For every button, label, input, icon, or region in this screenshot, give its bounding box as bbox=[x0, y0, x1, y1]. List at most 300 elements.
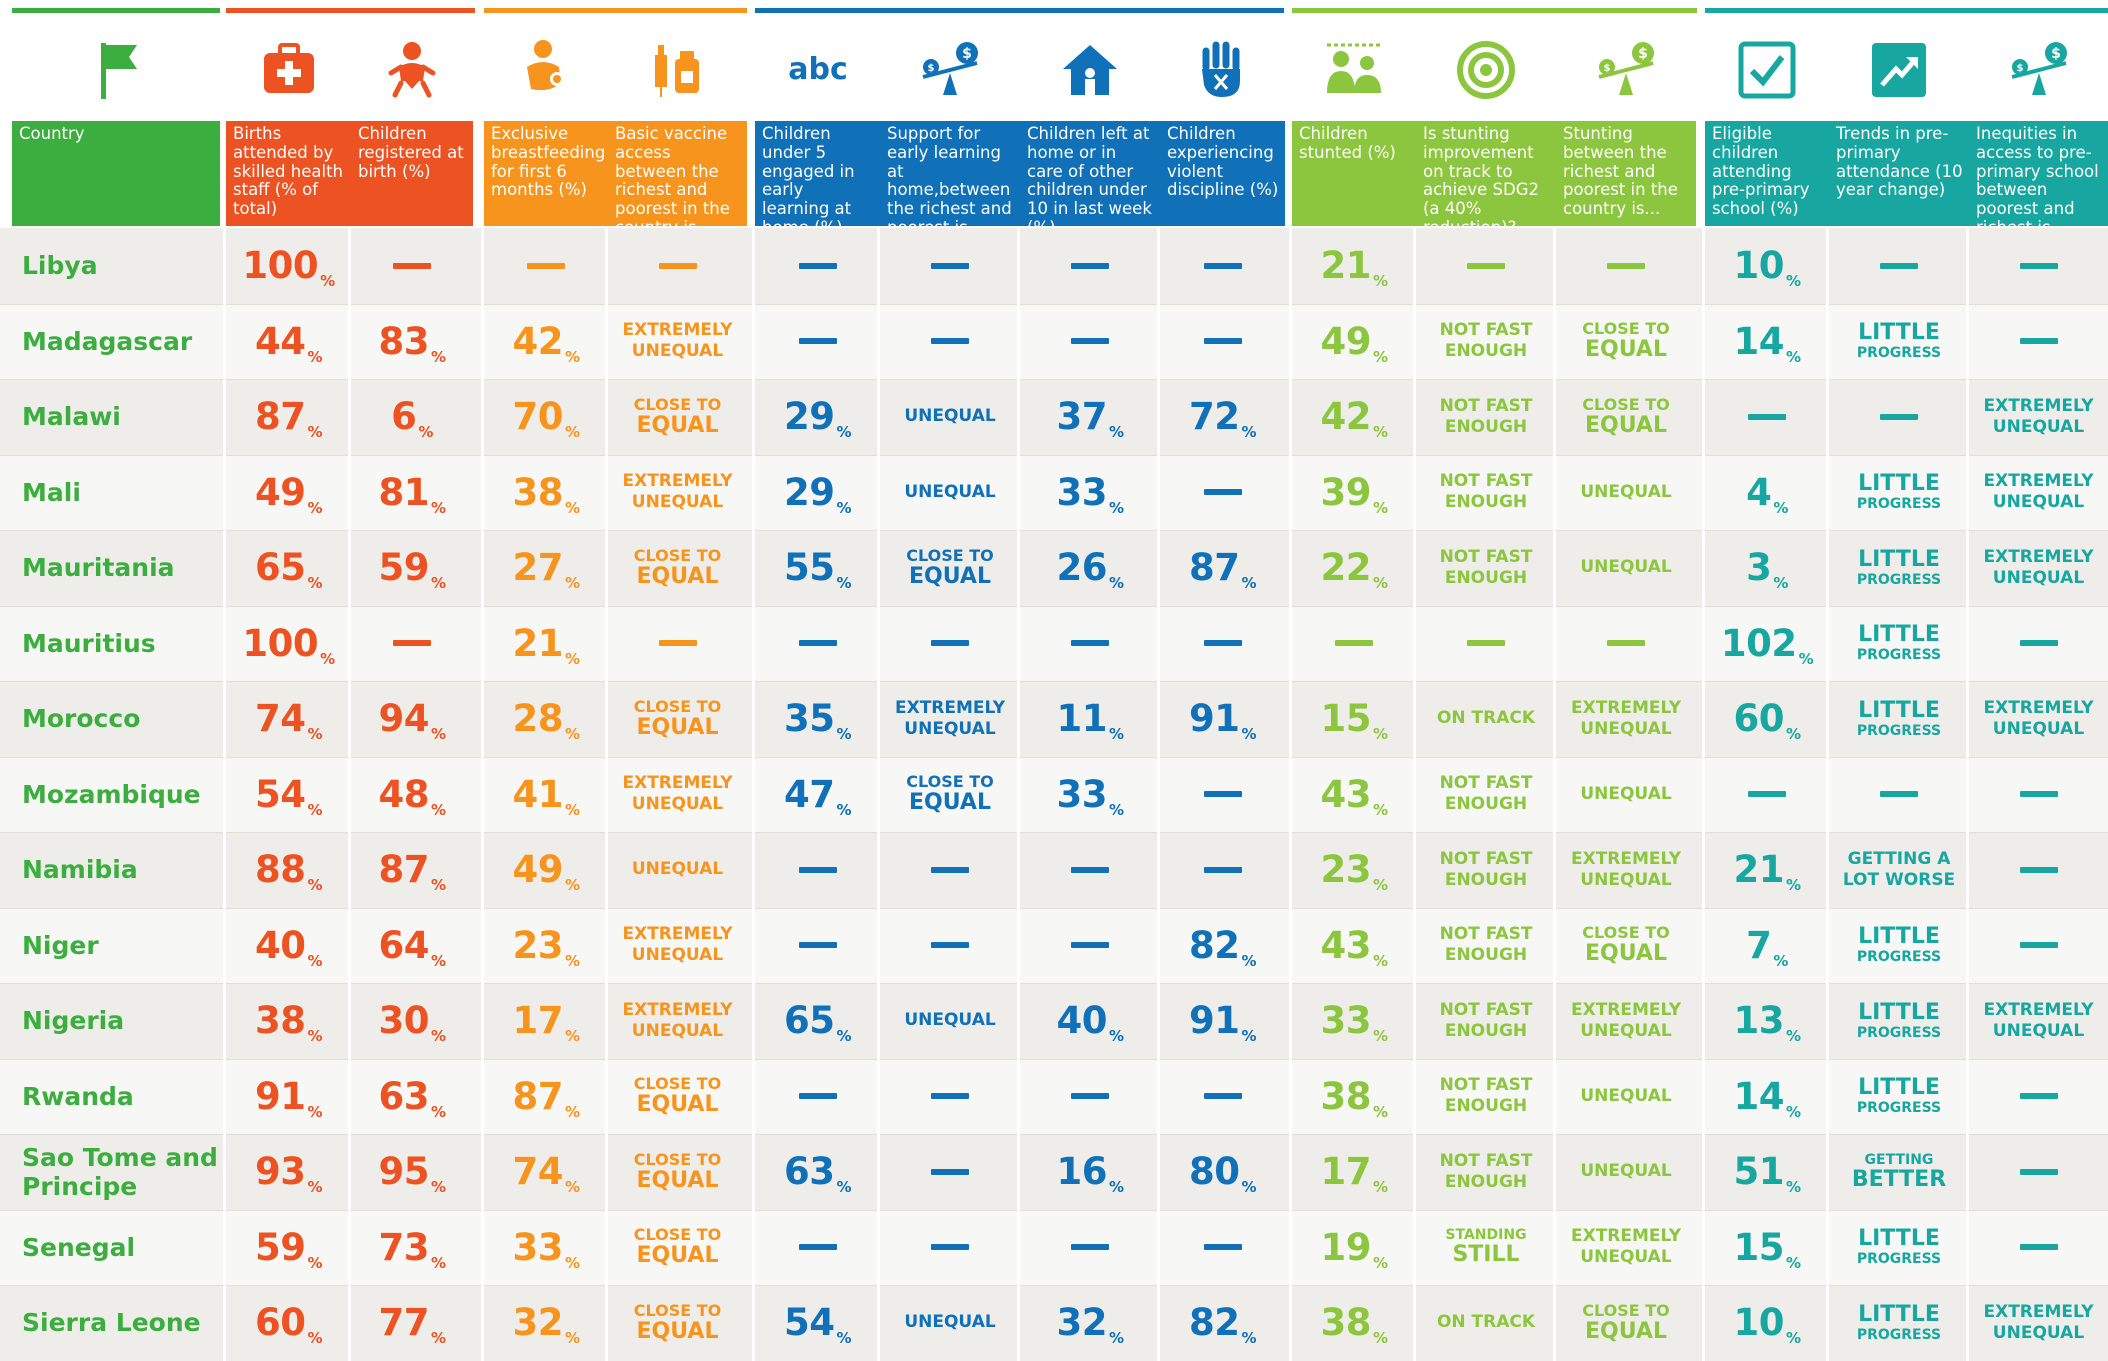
table-cell bbox=[484, 530, 608, 606]
cell-label: CLOSE TO EQUAL bbox=[1582, 319, 1670, 363]
no-data-dash bbox=[1071, 640, 1109, 646]
table-cell bbox=[1020, 606, 1160, 682]
checkbox-icon bbox=[1727, 30, 1807, 110]
cell-label: EXTREMELY UNEQUAL bbox=[1570, 1226, 1682, 1268]
table-cell bbox=[351, 455, 473, 531]
table-cell bbox=[484, 455, 608, 531]
cell-value bbox=[512, 1074, 580, 1121]
cell-value bbox=[378, 923, 446, 970]
percent-sign: % bbox=[564, 1253, 580, 1272]
no-data-dash bbox=[1467, 640, 1505, 646]
no-data-dash bbox=[1880, 791, 1918, 797]
table-cell bbox=[1829, 832, 1969, 908]
cell-value bbox=[242, 244, 335, 291]
percent-sign: % bbox=[1108, 423, 1124, 442]
cell-number: 27 bbox=[512, 546, 563, 590]
cell-number: 42 bbox=[1320, 395, 1371, 439]
table-cell bbox=[1829, 1059, 1969, 1135]
table-cell bbox=[484, 1285, 608, 1361]
cell-number: 38 bbox=[512, 470, 563, 514]
cell-number: 11 bbox=[1056, 697, 1107, 741]
percent-sign: % bbox=[564, 423, 580, 442]
table-cell bbox=[1705, 757, 1829, 833]
table-cell bbox=[1292, 606, 1416, 682]
no-data-dash bbox=[659, 640, 697, 646]
table-cell bbox=[608, 1059, 747, 1135]
cell-number: 91 bbox=[254, 1074, 306, 1118]
svg-text:$: $ bbox=[927, 63, 935, 74]
cell-number: 7 bbox=[1746, 923, 1772, 967]
breastfeeding-icon bbox=[506, 30, 586, 110]
table-cell bbox=[608, 228, 747, 304]
table-cell bbox=[1292, 1285, 1416, 1361]
cell-label: NOT FAST ENOUGH bbox=[1439, 1075, 1533, 1117]
no-data-dash bbox=[1204, 867, 1242, 873]
cell-value bbox=[512, 395, 580, 442]
cell-number: 44 bbox=[254, 319, 306, 363]
cell-label: NOT FAST ENOUGH bbox=[1439, 848, 1533, 890]
cell-value bbox=[378, 1301, 446, 1348]
table-cell bbox=[1829, 455, 1969, 531]
table-cell bbox=[1705, 1134, 1829, 1210]
cell-value bbox=[254, 999, 323, 1046]
percent-sign: % bbox=[1785, 1329, 1801, 1348]
no-data-dash bbox=[931, 263, 969, 269]
table-cell bbox=[880, 908, 1020, 984]
table-cell bbox=[1416, 983, 1556, 1059]
percent-sign: % bbox=[430, 1329, 446, 1348]
svg-text:$: $ bbox=[2050, 46, 2061, 62]
table-cell bbox=[1556, 1134, 1696, 1210]
cell-value bbox=[783, 772, 852, 819]
percent-sign: % bbox=[1372, 498, 1388, 517]
percent-sign: % bbox=[1372, 423, 1388, 442]
cell-number: 54 bbox=[254, 772, 306, 816]
cell-number: 93 bbox=[254, 1150, 306, 1194]
cell-label: UNEQUAL bbox=[904, 481, 996, 502]
table-cell bbox=[226, 1059, 351, 1135]
table-cell bbox=[226, 983, 351, 1059]
cell-number: 77 bbox=[378, 1301, 429, 1345]
cell-value bbox=[1320, 1074, 1388, 1121]
table-cell bbox=[1292, 228, 1416, 304]
country-name: Nigeria bbox=[22, 1006, 125, 1036]
column-header: Births attended by skilled health staff (% of total) bbox=[226, 121, 351, 226]
percent-sign: % bbox=[1241, 423, 1257, 442]
cell-label: EXTREMELY UNEQUAL bbox=[1983, 395, 2094, 437]
column-header: Eligible children attending pre-primary school (%) bbox=[1705, 121, 1829, 226]
table-cell bbox=[1556, 681, 1696, 757]
table-cell bbox=[1556, 530, 1696, 606]
cell-value bbox=[512, 621, 580, 668]
percent-sign: % bbox=[430, 1027, 446, 1046]
table-cell bbox=[1829, 228, 1969, 304]
cell-label: UNEQUAL bbox=[904, 1010, 996, 1031]
no-data-dash bbox=[2020, 791, 2058, 797]
table-cell bbox=[1292, 379, 1416, 455]
percent-sign: % bbox=[430, 951, 446, 970]
cell-number: 3 bbox=[1746, 546, 1772, 590]
table-cell bbox=[1160, 304, 1285, 380]
table-cell bbox=[1969, 228, 2108, 304]
table-cell bbox=[1556, 228, 1696, 304]
cell-label: GETTING BETTER bbox=[1851, 1151, 1947, 1192]
children-height-icon bbox=[1314, 30, 1394, 110]
cell-value bbox=[1188, 395, 1257, 442]
cell-number: 37 bbox=[1056, 395, 1107, 439]
cell-label: EXTREMELY UNEQUAL bbox=[1570, 848, 1682, 890]
cell-label: EXTREMELY UNEQUAL bbox=[1983, 697, 2094, 739]
table-cell bbox=[484, 379, 608, 455]
table-cell bbox=[1292, 908, 1416, 984]
table-cell bbox=[1020, 530, 1160, 606]
cell-value bbox=[1733, 244, 1801, 291]
percent-sign: % bbox=[836, 800, 852, 819]
cell-value bbox=[512, 470, 580, 517]
cell-number: 22 bbox=[1320, 546, 1371, 590]
table-cell bbox=[351, 832, 473, 908]
scales-icon bbox=[1586, 30, 1666, 110]
cell-number: 82 bbox=[1188, 1301, 1240, 1345]
table-cell bbox=[608, 379, 747, 455]
cell-number: 17 bbox=[512, 999, 563, 1043]
cell-number: 38 bbox=[1320, 1074, 1371, 1118]
country-name: Mali bbox=[22, 477, 81, 507]
table-cell bbox=[1416, 908, 1556, 984]
cell-label: UNEQUAL bbox=[1580, 1161, 1672, 1182]
cell-label: CLOSE TO EQUAL bbox=[906, 772, 994, 816]
cell-value bbox=[1188, 697, 1257, 744]
country-name: Rwanda bbox=[22, 1081, 134, 1111]
cell-number: 29 bbox=[783, 470, 835, 514]
cell-label: EXTREMELY UNEQUAL bbox=[1570, 697, 1682, 739]
percent-sign: % bbox=[836, 423, 852, 442]
cell-value bbox=[512, 697, 580, 744]
cell-label: LITTLE PROGRESS bbox=[1856, 1226, 1942, 1268]
table-cell bbox=[1416, 1059, 1556, 1135]
cell-label: STANDING STILL bbox=[1445, 1227, 1527, 1268]
svg-text:abc: abc bbox=[787, 52, 848, 87]
table-cell bbox=[226, 681, 351, 757]
percent-sign: % bbox=[1372, 1329, 1388, 1348]
table-cell bbox=[755, 304, 880, 380]
cell-number: 73 bbox=[378, 1225, 429, 1269]
table-cell bbox=[1020, 908, 1160, 984]
percent-sign: % bbox=[564, 1329, 580, 1348]
table-cell bbox=[1160, 1210, 1285, 1286]
table-cell bbox=[608, 530, 747, 606]
percent-sign: % bbox=[1372, 800, 1388, 819]
table-cell bbox=[1969, 1285, 2108, 1361]
cell-value bbox=[1320, 319, 1388, 366]
cell-value bbox=[254, 1150, 323, 1197]
table-cell bbox=[1160, 606, 1285, 682]
table-cell bbox=[351, 606, 473, 682]
table-cell bbox=[1969, 757, 2108, 833]
cell-number: 74 bbox=[512, 1150, 563, 1194]
cell-label: LITTLE PROGRESS bbox=[1856, 924, 1942, 966]
svg-text:$: $ bbox=[1638, 46, 1648, 62]
cell-number: 13 bbox=[1733, 999, 1784, 1043]
table-cell bbox=[1969, 681, 2108, 757]
no-data-dash bbox=[2020, 263, 2058, 269]
cell-value bbox=[378, 319, 446, 366]
table-cell bbox=[226, 757, 351, 833]
table-cell bbox=[1829, 908, 1969, 984]
medical-kit-icon bbox=[249, 30, 329, 110]
percent-sign: % bbox=[1372, 1102, 1388, 1121]
percent-sign: % bbox=[1372, 272, 1388, 291]
cell-value bbox=[254, 470, 323, 517]
no-data-dash bbox=[931, 1169, 969, 1175]
table-cell bbox=[880, 1059, 1020, 1135]
table-cell bbox=[484, 228, 608, 304]
percent-sign: % bbox=[307, 800, 323, 819]
cell-value bbox=[378, 999, 446, 1046]
cell-number: 19 bbox=[1320, 1225, 1371, 1269]
cell-value bbox=[512, 1225, 580, 1272]
table-cell bbox=[226, 832, 351, 908]
no-data-dash bbox=[799, 942, 837, 948]
table-cell bbox=[880, 1285, 1020, 1361]
table-cell bbox=[755, 983, 880, 1059]
table-cell bbox=[1292, 832, 1416, 908]
percent-sign: % bbox=[1785, 272, 1801, 291]
table-cell bbox=[1705, 455, 1829, 531]
percent-sign: % bbox=[564, 951, 580, 970]
table-cell bbox=[1160, 379, 1285, 455]
cell-value bbox=[1746, 923, 1788, 970]
table-cell bbox=[351, 908, 473, 984]
table-cell bbox=[484, 1059, 608, 1135]
table-cell bbox=[1829, 1134, 1969, 1210]
table-cell bbox=[1160, 757, 1285, 833]
cell-number: 40 bbox=[254, 923, 306, 967]
percent-sign: % bbox=[564, 498, 580, 517]
cell-value bbox=[1733, 1074, 1801, 1121]
percent-sign: % bbox=[564, 347, 580, 366]
no-data-dash bbox=[1071, 263, 1109, 269]
vaccine-icon bbox=[638, 30, 718, 110]
table-cell bbox=[608, 1134, 747, 1210]
cell-value bbox=[378, 848, 446, 895]
table-cell bbox=[1705, 379, 1829, 455]
cell-number: 65 bbox=[783, 999, 835, 1043]
column-header: Children left at home or in care of other children under 10 in last week bbox=[1020, 121, 1160, 226]
table-cell bbox=[1020, 1285, 1160, 1361]
percent-sign: % bbox=[1372, 1253, 1388, 1272]
cell-value bbox=[1320, 999, 1388, 1046]
no-data-dash bbox=[931, 1244, 969, 1250]
cell-number: 29 bbox=[783, 395, 835, 439]
cell-number: 6 bbox=[391, 395, 417, 439]
cell-number: 30 bbox=[378, 999, 429, 1043]
percent-sign: % bbox=[836, 725, 852, 744]
no-data-dash bbox=[1204, 1093, 1242, 1099]
percent-sign: % bbox=[1372, 1027, 1388, 1046]
table-cell bbox=[1829, 1210, 1969, 1286]
table-cell bbox=[1969, 908, 2108, 984]
percent-sign: % bbox=[430, 876, 446, 895]
no-data-dash bbox=[931, 867, 969, 873]
table-cell bbox=[1292, 757, 1416, 833]
cell-label: ON TRACK bbox=[1436, 708, 1536, 729]
cell-label: EXTREMELY UNEQUAL bbox=[1983, 471, 2094, 513]
cell-value bbox=[1056, 470, 1124, 517]
country-name: Mauritius bbox=[22, 628, 156, 658]
cell-label: CLOSE TO EQUAL bbox=[633, 1074, 722, 1118]
table-cell bbox=[1705, 1210, 1829, 1286]
percent-sign: % bbox=[1241, 574, 1257, 593]
cell-label: EXTREMELY UNEQUAL bbox=[1983, 999, 2094, 1041]
percent-sign: % bbox=[1372, 1178, 1388, 1197]
group-rule-nutrition bbox=[1292, 8, 1697, 13]
table-cell bbox=[755, 908, 880, 984]
cell-number: 74 bbox=[254, 697, 306, 741]
cell-value bbox=[254, 1074, 323, 1121]
table-cell bbox=[880, 757, 1020, 833]
no-data-dash bbox=[799, 1093, 837, 1099]
column-header: Trends in pre-primary attendance (10 year change) bbox=[1829, 121, 1969, 226]
table-cell bbox=[351, 983, 473, 1059]
percent-sign: % bbox=[1241, 951, 1257, 970]
no-data-dash bbox=[1880, 414, 1918, 420]
cell-number: 87 bbox=[1188, 546, 1240, 590]
cell-label: NOT FAST ENOUGH bbox=[1439, 395, 1533, 437]
cell-value bbox=[254, 1225, 323, 1272]
percent-sign: % bbox=[1241, 1027, 1257, 1046]
table-cell bbox=[608, 606, 747, 682]
cell-number: 49 bbox=[1320, 319, 1371, 363]
percent-sign: % bbox=[320, 649, 335, 668]
table-cell bbox=[755, 1285, 880, 1361]
percent-sign: % bbox=[1372, 347, 1388, 366]
table-cell bbox=[755, 1210, 880, 1286]
cell-label: EXTREMELY UNEQUAL bbox=[622, 924, 733, 966]
table-cell bbox=[1705, 606, 1829, 682]
cell-number: 39 bbox=[1320, 470, 1371, 514]
percent-sign: % bbox=[418, 423, 433, 442]
cell-value bbox=[1320, 546, 1388, 593]
cell-label: CLOSE TO EQUAL bbox=[633, 545, 722, 589]
trend-up-icon bbox=[1859, 30, 1939, 110]
table-cell bbox=[1416, 1285, 1556, 1361]
percent-sign: % bbox=[1785, 1253, 1801, 1272]
table-cell bbox=[1705, 1059, 1829, 1135]
table-cell bbox=[226, 379, 351, 455]
cell-label: UNEQUAL bbox=[631, 859, 724, 880]
table-cell bbox=[1969, 606, 2108, 682]
table-cell bbox=[1416, 1210, 1556, 1286]
table-cell bbox=[226, 228, 351, 304]
table-cell bbox=[1705, 908, 1829, 984]
cell-label: NOT FAST ENOUGH bbox=[1439, 773, 1533, 815]
table-cell bbox=[484, 908, 608, 984]
table-cell bbox=[755, 455, 880, 531]
percent-sign: % bbox=[307, 574, 323, 593]
cell-value bbox=[1733, 848, 1801, 895]
table-cell bbox=[608, 304, 747, 380]
percent-sign: % bbox=[307, 347, 323, 366]
table-cell bbox=[755, 681, 880, 757]
percent-sign: % bbox=[430, 1102, 446, 1121]
table-cell bbox=[880, 228, 1020, 304]
table-cell bbox=[1556, 606, 1696, 682]
table-cell bbox=[1556, 908, 1696, 984]
percent-sign: % bbox=[307, 876, 323, 895]
table-cell bbox=[351, 530, 473, 606]
no-data-dash bbox=[2020, 338, 2058, 344]
table-cell bbox=[1020, 228, 1160, 304]
table-cell bbox=[1416, 1134, 1556, 1210]
cell-label: EXTREMELY UNEQUAL bbox=[622, 320, 733, 362]
cell-number: 10 bbox=[1733, 244, 1784, 288]
cell-value bbox=[1320, 772, 1388, 819]
country-name: Niger bbox=[22, 930, 99, 960]
cell-value bbox=[391, 395, 433, 442]
cell-number: 100 bbox=[242, 621, 319, 665]
country-name: Sao Tome and Principe bbox=[22, 1142, 218, 1201]
table-cell bbox=[351, 379, 473, 455]
percent-sign: % bbox=[430, 1253, 446, 1272]
cell-value bbox=[254, 772, 323, 819]
table-cell bbox=[880, 455, 1020, 531]
column-header: Exclusive breastfeeding for first 6 months (%) bbox=[484, 121, 608, 226]
table-cell bbox=[1160, 455, 1285, 531]
table-cell bbox=[1020, 1059, 1160, 1135]
cell-value bbox=[1746, 546, 1788, 593]
cell-label: LITTLE PROGRESS bbox=[1856, 697, 1942, 739]
no-data-dash bbox=[2020, 1093, 2058, 1099]
percent-sign: % bbox=[1785, 725, 1801, 744]
cell-value bbox=[783, 1301, 852, 1348]
table-cell bbox=[880, 1134, 1020, 1210]
no-data-dash bbox=[1607, 640, 1645, 646]
table-cell bbox=[1705, 228, 1829, 304]
column-header: Is stunting improvement on track to achieve SDG2 (a 40% bbox=[1416, 121, 1556, 226]
table-cell bbox=[1416, 379, 1556, 455]
table-cell bbox=[880, 983, 1020, 1059]
percent-sign: % bbox=[1785, 876, 1801, 895]
column-header: Children under 5 engaged in early learning at bbox=[755, 121, 880, 226]
cell-value bbox=[783, 697, 852, 744]
no-data-dash bbox=[527, 263, 565, 269]
cell-number: 14 bbox=[1733, 319, 1784, 363]
cell-value bbox=[378, 772, 446, 819]
no-data-dash bbox=[393, 263, 431, 269]
table-cell bbox=[880, 530, 1020, 606]
cell-number: 4 bbox=[1746, 470, 1772, 514]
percent-sign: % bbox=[1773, 498, 1788, 517]
cell-label: NOT FAST ENOUGH bbox=[1439, 471, 1533, 513]
table-cell bbox=[880, 1210, 1020, 1286]
cell-label: CLOSE TO EQUAL bbox=[633, 1149, 722, 1193]
cell-value bbox=[254, 697, 323, 744]
table-cell bbox=[1416, 455, 1556, 531]
cell-label: LITTLE PROGRESS bbox=[1856, 622, 1942, 664]
table-cell bbox=[1160, 530, 1285, 606]
table-cell bbox=[1829, 681, 1969, 757]
cell-value bbox=[512, 319, 580, 366]
country-name: Madagascar bbox=[22, 326, 193, 356]
percent-sign: % bbox=[1372, 725, 1388, 744]
table-cell bbox=[608, 983, 747, 1059]
no-data-dash bbox=[1204, 1244, 1242, 1250]
cell-number: 100 bbox=[242, 244, 319, 288]
table-cell bbox=[1160, 1134, 1285, 1210]
table-cell bbox=[1969, 1134, 2108, 1210]
no-data-dash bbox=[931, 338, 969, 344]
